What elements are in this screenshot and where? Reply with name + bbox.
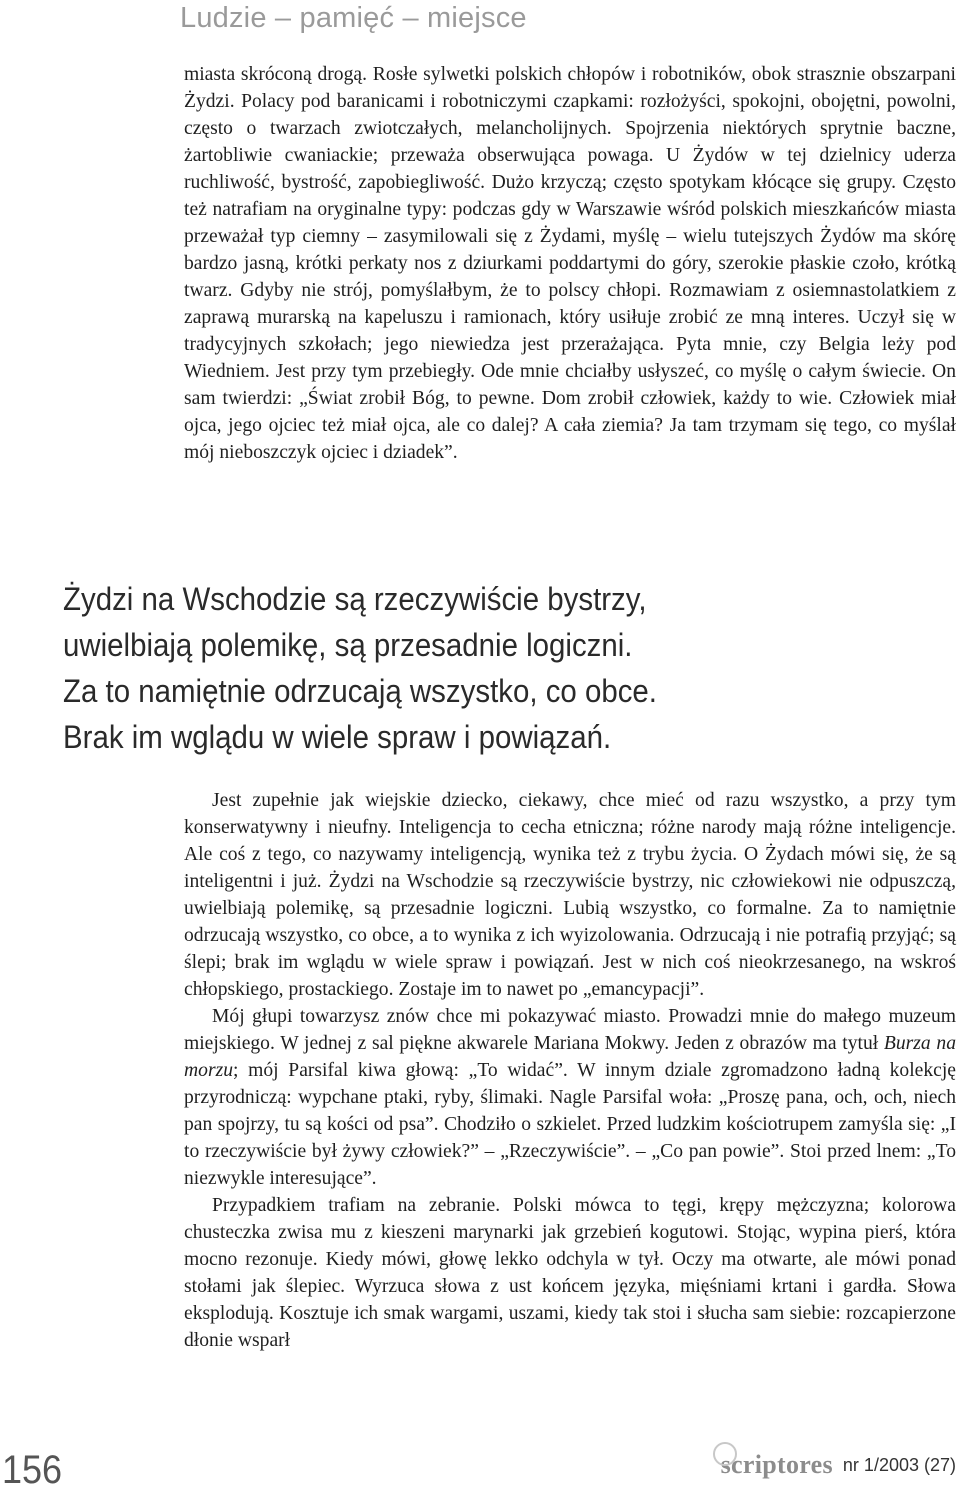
article-text-top: [184, 61, 956, 466]
page-number: 156: [2, 1448, 63, 1492]
artwork-title: Burza na morzu: [184, 1033, 956, 1081]
paragraph: Przypadkiem trafiam na zebranie. Polski mówca to tęgi, krępy mężczyzna; kolorowa chusteczka zwisa mu z kieszeni marynarki jak grzebień kogutowi. Stojąc, wypina pierś, która mocno rezonuje. Kiedy mówi, głowę lekko odchyla w tył. Oczy ma otwarte, ale mówi ponad stołami jak ślepiec. Wyrzuca słowa z ust końcem języka, mięśniami krtani i gardła. Słowa eksplodują. Kosztuje ich smak wargami, uszami, kiedy tak stoi i słucha sam siebie: rozcapierzone dłonie wsparł: [184, 1195, 956, 1351]
pull-quote-line: Żydzi na Wschodzie są rzeczywiście bystrzy,: [63, 581, 647, 617]
paragraph: miasta skróconą drogą. Rosłe sylwetki polskich chłopów i robotników, obok strasznie obszarpani Żydzi. Polacy pod baranicami i robotniczymi czapkami: rozłożyści, spokojni, obojętni, powolni, często o twarzach zwiotczałych, melancholijnych. Spojrzenia niektórych sprytnie baczne, żartobliwie cwaniackie; przeważa obserwująca powaga. U Żydów w tej dzielnicy uderza ruchliwość, bystrość, zapobiegliwość. Dużo krzyczą; często spotykam kłócące się grupy. Często też natrafiam na oryginalne typy: podczas gdy w Warszawie wśród polskich mieszkańców miasta przeważał typ ciemny – zasymilowali się z Żydami, myślę – wielu tutejszych Żydów ma skórę bardzo jasną, krótki perkaty nos z dziurkami poddartymi do góry, szerokie płaskie czoło, krótką twarz. Gdyby nie strój, pomyślałbym, że to polscy chłopi. Rozmawiam z osiemnastolatkiem z zaprawą murarską na kapeluszu i ramionach, który usiłuje zrobić ze mną interes. Uczył się w tradycyjnych szkołach; jego niewiedza jest przerażająca. Pyta mnie, czy Belgia leży pod Wiedniem. Jest przy tym przebiegły. Ode mnie chciałby usłyszeć, co myślę o całym świecie. On sam twierdzi: „Świat zrobił Bóg, to pewne. Dom zrobił człowiek, każdy to wie. Człowiek miał ojca, jego ojciec też miał ojca, ale co dalej? A cała ziemia? Ja tam trzymam się tego, co myślał mój nieboszczyk ojciec i dziadek”.: [184, 64, 956, 463]
pull-quote-line: uwielbiają polemikę, są przesadnie logiczni.: [63, 627, 633, 663]
issue-number: nr 1/2003 (27): [842, 1454, 956, 1475]
running-head: Ludzie – pamięć – miejsce: [180, 2, 527, 34]
scriptores-logo: [721, 1450, 833, 1480]
logo-text: scriptores: [720, 1450, 833, 1479]
pull-quote-line: Za to namiętnie odrzucają wszystko, co obce.: [63, 673, 657, 709]
paragraph: Mój głupi towarzysz znów chce mi pokazywać miasto. Prowadzi mnie do małego muzeum miejskiego. W jednej z sal piękne akwarele Mariana Mokwy. Jeden z obrazów ma tytuł Burza na morzu; mój Parsifal kiwa głową: „To widać”. W innym dziale zgromadzono ładną kolekcję przyrodniczą: wypchane ptaki, ryby, ślimaki. Nagle Parsifal woła: „Proszę pana, och, och, niech pan spojrzy, tu są kości od psa”. Chodziło o szkielet. Przed ludzkim kościotrupem zamyśla się: „I to rzeczywiście był żywy człowiek?” – „Rzeczywiście”. – „Co pan powie”. Stoi przed lnem: „To niezwykle interesujące”.: [184, 1006, 956, 1189]
paragraph: Jest zupełnie jak wiejskie dziecko, ciekawy, chce mieć od razu wszystko, a przy tym konserwatywny i nieufny. Inteligencja to cecha etniczna; różne narody mają różne inteligencje. Ale coś z tego, co nazywamy inteligencją, wynika też z trybu życia. O Żydach mówi się, że są inteligentni i już. Żydzi na Wschodzie są rzeczywiście bystrzy, nic człowiekowi nie odpuszczą, uwielbiają polemikę, są przesadnie logiczni. Lubią wszystko, co formalne. Za to namiętnie odrzucają wszystko, co obce, a to wynika z ich wyizolowania. Odrzucają i nie potrafią przyjąć; są ślepi; brak im wglądu w wiele spraw i powiązań. Jest w nich coś nieokrzesanego, na wskroś chłopskiego, prostackiego. Zostaje im to nawet po „emancypacji”.: [184, 790, 956, 1000]
logo-ring-icon: [713, 1442, 737, 1466]
article-text-bottom: [184, 787, 956, 1354]
pull-quote-line: Brak im wglądu w wiele spraw i powiązań.: [63, 719, 612, 755]
footer-publication: [721, 1450, 956, 1480]
pull-quote: [63, 576, 725, 760]
